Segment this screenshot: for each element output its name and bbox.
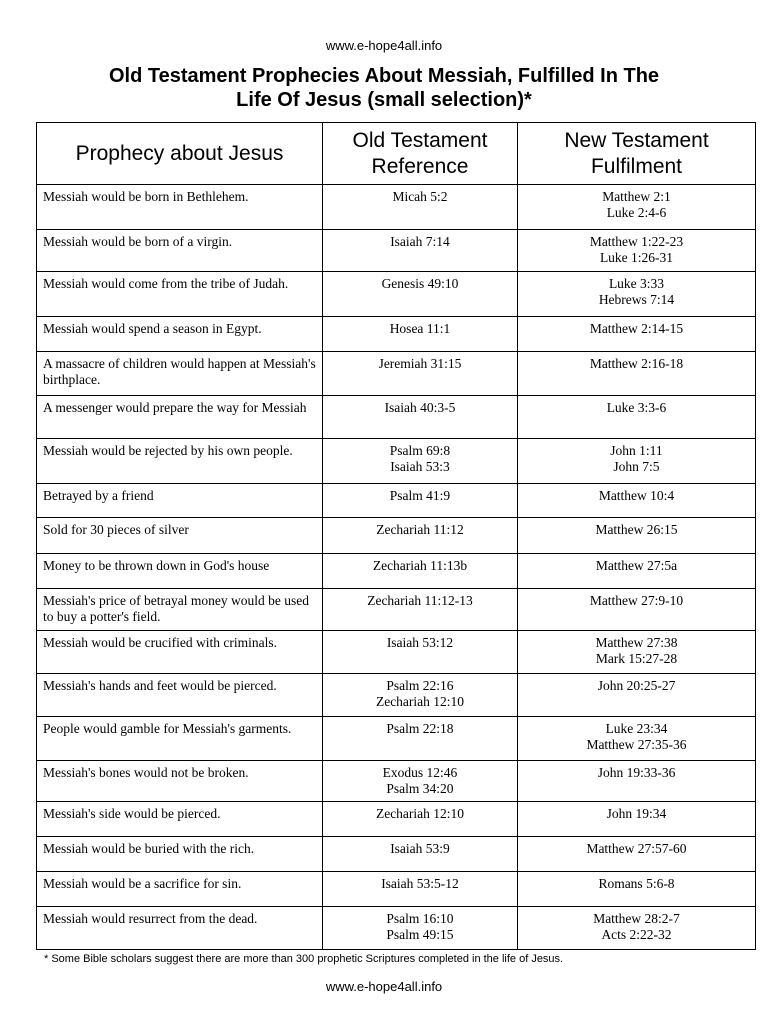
title-line-2: Life Of Jesus (small selection)* (236, 89, 532, 111)
nt-fulfilment-line: Matthew 10:4 (598, 488, 675, 503)
nt-fulfilment-line: Matthew 27:57-60 (586, 841, 687, 856)
nt-fulfilment-line: Romans 5:6-8 (598, 876, 675, 891)
table-row (37, 185, 756, 230)
ot-reference-cell (323, 631, 518, 674)
nt-fulfilment-line: Matthew 26:15 (595, 522, 678, 537)
nt-fulfilment-cell (518, 554, 756, 589)
nt-fulfilment-line: Acts 2:22-32 (601, 927, 672, 942)
nt-fulfilment-cell (518, 717, 756, 761)
nt-fulfilment-line: Matthew 27:38 (595, 635, 678, 650)
website-url-bottom: www.e-hope4all.info (325, 979, 443, 994)
prophecy-cell: People would gamble for Messiah's garments. (37, 717, 323, 761)
nt-fulfilment-line: Matthew 2:14-15 (589, 321, 684, 336)
nt-fulfilment-line: Matthew 28:2-7 (593, 911, 680, 926)
table-row (37, 802, 756, 837)
nt-fulfilment-line: Matthew 2:16-18 (589, 356, 684, 371)
column-header-prophecy (37, 123, 323, 185)
ot-reference-line: Psalm 22:18 (386, 721, 454, 736)
table-row (37, 272, 756, 317)
ot-reference-cell (323, 484, 518, 518)
ot-reference-cell (323, 396, 518, 439)
prophecy-cell: Messiah would come from the tribe of Judah. (37, 272, 323, 317)
header-line: New Testament (564, 128, 709, 152)
prophecy-cell: Messiah would be crucified with criminals. (37, 631, 323, 674)
nt-fulfilment-line: Luke 3:33 (608, 276, 665, 291)
prophecy-cell: Sold for 30 pieces of silver (37, 518, 323, 554)
table-row (37, 717, 756, 761)
prophecy-cell: Messiah would be born of a virgin. (37, 230, 323, 272)
ot-reference-cell (323, 872, 518, 907)
ot-reference-line: Zechariah 12:10 (375, 806, 465, 821)
ot-reference-cell (323, 439, 518, 484)
prophecy-cell: Messiah would be buried with the rich. (37, 837, 323, 872)
nt-fulfilment-cell (518, 674, 756, 717)
nt-fulfilment-line: John 19:33-36 (597, 765, 676, 780)
website-url-top: www.e-hope4all.info (325, 38, 443, 53)
nt-fulfilment-cell (518, 761, 756, 802)
ot-reference-cell (323, 230, 518, 272)
footnote: * Some Bible scholars suggest there are more than 300 prophetic Scriptures completed in the life of Jesus. (44, 953, 564, 965)
table-row (37, 554, 756, 589)
nt-fulfilment-line: Matthew 2:1 (602, 189, 671, 204)
prophecy-cell: Money to be thrown down in God's house (37, 554, 323, 589)
ot-reference-line: Isaiah 53:12 (386, 635, 454, 650)
nt-fulfilment-line: Matthew 27:35-36 (586, 737, 687, 752)
ot-reference-cell (323, 589, 518, 631)
ot-reference-line: Zechariah 11:12-13 (367, 593, 473, 608)
prophecy-cell: Messiah's bones would not be broken. (37, 761, 323, 802)
nt-fulfilment-line: Hebrews 7:14 (598, 292, 675, 307)
nt-fulfilment-line: Luke 1:26-31 (599, 250, 674, 265)
ot-reference-cell (323, 907, 518, 950)
nt-fulfilment-line: Matthew 27:9-10 (589, 593, 684, 608)
nt-fulfilment-cell (518, 837, 756, 872)
prophecy-cell: Messiah would be a sacrifice for sin. (37, 872, 323, 907)
prophecy-cell: Messiah would be rejected by his own people. (37, 439, 323, 484)
table-row (37, 589, 756, 631)
nt-fulfilment-cell (518, 484, 756, 518)
nt-fulfilment-line: Matthew 27:5a (595, 558, 678, 573)
column-header-ot-reference (323, 123, 518, 185)
nt-fulfilment-cell (518, 230, 756, 272)
header-line: Old Testament (352, 128, 488, 152)
header-line: Reference (371, 154, 469, 178)
nt-fulfilment-line: John 1:11 (610, 443, 663, 458)
table-row (37, 439, 756, 484)
prophecy-cell: Messiah's hands and feet would be pierced. (37, 674, 323, 717)
table-row (37, 317, 756, 352)
title-line-1: Old Testament Prophecies About Messiah, Fulfilled In The (108, 65, 660, 87)
nt-fulfilment-cell (518, 352, 756, 396)
ot-reference-cell (323, 272, 518, 317)
nt-fulfilment-cell (518, 439, 756, 484)
table-row (37, 761, 756, 802)
prophecy-cell: Messiah would resurrect from the dead. (37, 907, 323, 950)
prophecy-cell: Messiah's side would be pierced. (37, 802, 323, 837)
header-line: Prophecy about Jesus (75, 141, 284, 165)
ot-reference-line: Psalm 16:10 (386, 911, 454, 926)
table-body (37, 185, 756, 950)
table-row (37, 230, 756, 272)
ot-reference-cell (323, 674, 518, 717)
table-row (37, 907, 756, 950)
nt-fulfilment-cell (518, 396, 756, 439)
table-header-row (37, 123, 756, 185)
ot-reference-line: Isaiah 53:9 (390, 841, 450, 856)
nt-fulfilment-cell (518, 589, 756, 631)
prophecy-cell: Messiah would spend a season in Egypt. (37, 317, 323, 352)
ot-reference-line: Zechariah 11:12 (376, 522, 464, 537)
nt-fulfilment-cell (518, 872, 756, 907)
table-row (37, 837, 756, 872)
nt-fulfilment-cell (518, 185, 756, 230)
prophecy-cell: Messiah's price of betrayal money would be used to buy a potter's field. (37, 589, 323, 631)
column-header-nt-fulfilment (518, 123, 756, 185)
ot-reference-line: Psalm 41:9 (389, 488, 451, 503)
nt-fulfilment-line: Luke 3:3-6 (606, 400, 667, 415)
table-row (37, 674, 756, 717)
ot-reference-cell (323, 554, 518, 589)
ot-reference-cell (323, 802, 518, 837)
nt-fulfilment-line: Matthew 1:22-23 (589, 234, 684, 249)
nt-fulfilment-cell (518, 631, 756, 674)
prophecy-cell: A massacre of children would happen at Messiah's birthplace. (37, 352, 323, 396)
nt-fulfilment-cell (518, 802, 756, 837)
table-row (37, 518, 756, 554)
ot-reference-line: Genesis 49:10 (381, 276, 459, 291)
ot-reference-cell (323, 518, 518, 554)
table-row (37, 872, 756, 907)
nt-fulfilment-cell (518, 317, 756, 352)
ot-reference-line: Exodus 12:46 (382, 765, 458, 780)
page-title (30, 64, 738, 112)
ot-reference-line: Jeremiah 31:15 (378, 356, 462, 371)
table-row (37, 352, 756, 396)
ot-reference-line: Isaiah 40:3-5 (384, 400, 456, 415)
ot-reference-line: Isaiah 53:3 (390, 459, 450, 474)
ot-reference-cell (323, 717, 518, 761)
ot-reference-cell (323, 352, 518, 396)
table-row (37, 484, 756, 518)
nt-fulfilment-line: Luke 2:4-6 (606, 205, 667, 220)
nt-fulfilment-line: John 19:34 (606, 806, 667, 821)
nt-fulfilment-cell (518, 907, 756, 950)
prophecy-cell: Betrayed by a friend (37, 484, 323, 518)
prophecy-table (36, 122, 756, 950)
prophecy-cell: Messiah would be born in Bethlehem. (37, 185, 323, 230)
table-row (37, 631, 756, 674)
ot-reference-cell (323, 837, 518, 872)
header-line: Fulfilment (590, 154, 683, 178)
nt-fulfilment-cell (518, 518, 756, 554)
ot-reference-line: Hosea 11:1 (389, 321, 451, 336)
table-row (37, 396, 756, 439)
ot-reference-line: Psalm 34:20 (386, 781, 454, 796)
ot-reference-line: Micah 5:2 (392, 189, 448, 204)
ot-reference-cell (323, 185, 518, 230)
ot-reference-line: Psalm 22:16 (386, 678, 454, 693)
nt-fulfilment-line: Luke 23:34 (605, 721, 668, 736)
nt-fulfilment-cell (518, 272, 756, 317)
ot-reference-line: Zechariah 11:13b (372, 558, 468, 573)
ot-reference-cell (323, 761, 518, 802)
ot-reference-cell (323, 317, 518, 352)
prophecy-cell: A messenger would prepare the way for Messiah (37, 396, 323, 439)
ot-reference-line: Psalm 49:15 (386, 927, 454, 942)
nt-fulfilment-line: John 7:5 (613, 459, 660, 474)
ot-reference-line: Isaiah 7:14 (390, 234, 450, 249)
nt-fulfilment-line: John 20:25-27 (597, 678, 676, 693)
ot-reference-line: Isaiah 53:5-12 (381, 876, 459, 891)
ot-reference-line: Psalm 69:8 (389, 443, 451, 458)
ot-reference-line: Zechariah 12:10 (375, 694, 465, 709)
nt-fulfilment-line: Mark 15:27-28 (595, 651, 678, 666)
